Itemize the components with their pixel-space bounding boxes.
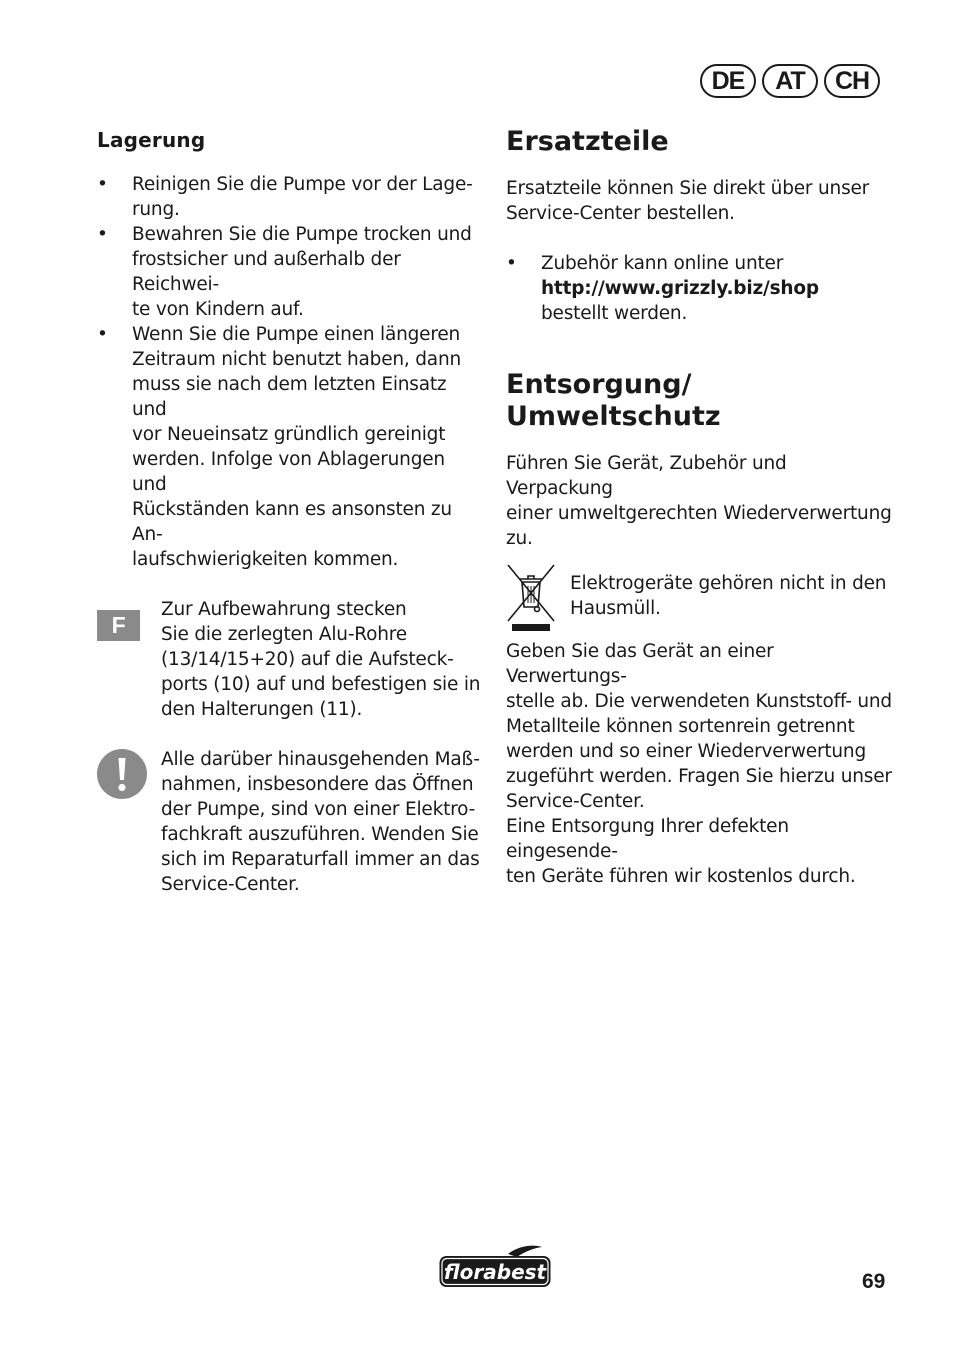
note-line: Sie die zerlegten Alu-Rohre [161, 624, 407, 645]
storage-heading: Lagerung [97, 128, 206, 152]
shop-link[interactable]: http://www.grizzly.biz/shop [541, 278, 819, 299]
page-number: 69 [862, 1270, 886, 1293]
bullet-line: Wenn Sie die Pumpe einen längeren [132, 324, 461, 345]
disposal-body [506, 639, 896, 889]
list-item [506, 251, 896, 326]
note-line: den Halterungen (11). [161, 699, 363, 720]
bullet-line: frostsicher und außerhalb der Reichwei- [132, 249, 401, 295]
disposal-heading [506, 369, 896, 433]
crossed-out-wheelie-bin-icon [506, 563, 556, 633]
country-badge-at: AT [762, 64, 818, 98]
text-line: Metallteile können sortenrein getrennt [506, 716, 855, 737]
bullet-line: Reinigen Sie die Pumpe vor der Lage- [132, 174, 473, 195]
warning-note [97, 747, 482, 897]
heading-line: Umweltschutz [506, 401, 721, 432]
bullet-symbol: • [506, 253, 517, 274]
text-line: Elektrogeräte gehören nicht in den [570, 573, 887, 594]
heading-line: Entsorgung/ [506, 369, 692, 400]
bullet-line: Rückständen kann es ansonsten zu An- [132, 499, 452, 545]
left-column [97, 128, 482, 897]
text-line: Führen Sie Gerät, Zubehör und Verpackung [506, 453, 787, 499]
bullet-symbol: • [97, 324, 108, 345]
text-line: stelle ab. Die verwendeten Kunststoff- und [506, 691, 892, 712]
bullet-line: Zubehör kann online unter [541, 253, 784, 274]
note-line: sich im Reparaturfall immer an das [161, 849, 480, 870]
bullet-line: laufschwierigkeiten kommen. [132, 549, 399, 570]
text-line: Ersatzteile können Sie direkt über unser [506, 178, 870, 199]
text-line: Hausmüll. [570, 598, 661, 619]
spare-parts-intro [506, 176, 896, 226]
bullet-line: vor Neueinsatz gründlich gereinigt [132, 424, 446, 445]
text-line: einer umweltgerechten Wiederverwertung [506, 503, 892, 524]
note-line: der Pumpe, sind von einer Elektro- [161, 799, 476, 820]
bullet-symbol: • [97, 174, 108, 195]
country-badge-ch: CH [824, 64, 880, 98]
text-line: werden und so einer Wiederverwertung [506, 741, 866, 762]
figure-note [97, 597, 482, 722]
florabest-logo [438, 1244, 552, 1289]
bullet-line: muss sie nach dem letzten Einsatz und [132, 374, 447, 420]
text-line: Service-Center. [506, 791, 645, 812]
storage-bullet-list [97, 172, 482, 572]
country-badges [700, 64, 880, 98]
note-line: nahmen, insbesondere das Öffnen [161, 774, 474, 795]
bullet-line: te von Kindern auf. [132, 299, 304, 320]
bullet-line: Zeitraum nicht benutzt haben, dann [132, 349, 461, 370]
exclamation-icon [97, 749, 147, 799]
disposal-intro [506, 451, 896, 551]
country-badge-de: DE [700, 64, 756, 98]
figure-label-f: F [97, 610, 140, 641]
note-line: fachkraft auszuführen. Wenden Sie [161, 824, 479, 845]
logo-text: florabest [443, 1260, 547, 1284]
bullet-line: bestellt werden. [541, 303, 688, 324]
spare-parts-heading: Ersatzteile [506, 126, 669, 157]
bullet-line: rung. [132, 199, 180, 220]
text-line: Service-Center bestellen. [506, 203, 735, 224]
note-line: ports (10) auf und befestigen sie in [161, 674, 481, 695]
text-line: Geben Sie das Gerät an einer Verwertungs- [506, 641, 774, 687]
text-line: zu. [506, 528, 533, 549]
note-line: (13/14/15+20) auf die Aufsteck- [161, 649, 454, 670]
weee-note [506, 563, 896, 633]
note-line: Service-Center. [161, 874, 300, 895]
note-line: Zur Aufbewahrung stecken [161, 599, 407, 620]
right-column [506, 126, 896, 889]
text-line: Eine Entsorgung Ihrer defekten eingesende- [506, 816, 789, 862]
bullet-line: Bewahren Sie die Pumpe trocken und [132, 224, 472, 245]
list-item [97, 322, 482, 572]
text-line: zugeführt werden. Fragen Sie hierzu unser [506, 766, 892, 787]
spare-parts-bullet-list [506, 251, 896, 326]
bullet-line: werden. Infolge von Ablagerungen und [132, 449, 445, 495]
note-line: Alle darüber hinausgehenden Maß- [161, 749, 480, 770]
list-item [97, 222, 482, 322]
bullet-symbol: • [97, 224, 108, 245]
text-line: ten Geräte führen wir kostenlos durch. [506, 866, 856, 887]
list-item [97, 172, 482, 222]
